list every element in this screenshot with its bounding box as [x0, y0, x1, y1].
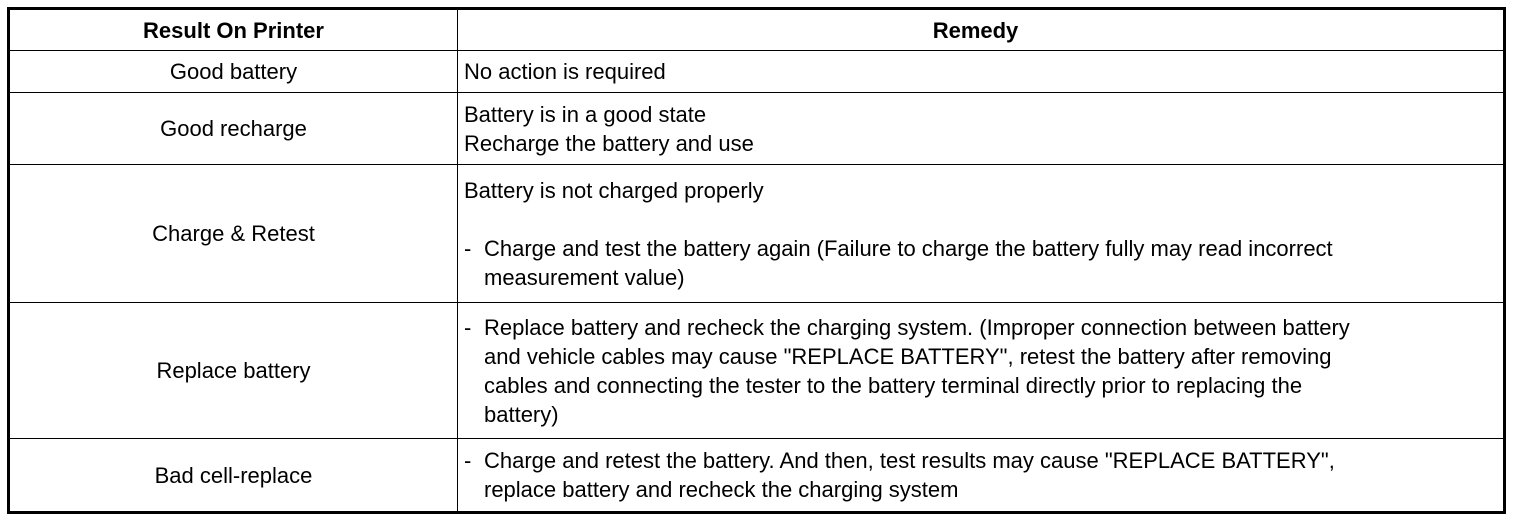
result-cell: Replace battery — [10, 303, 458, 438]
remedy-line: Replace battery and recheck the charging system. (Improper connection between battery — [484, 314, 1350, 340]
bullet-text — [484, 313, 1493, 429]
result-cell: Charge & Retest — [10, 165, 458, 302]
remedy-cell — [458, 165, 1503, 302]
table-header-row — [10, 10, 1503, 50]
result-cell: Good recharge — [10, 93, 458, 164]
bullet-text — [484, 446, 1493, 504]
table-row — [10, 50, 1503, 92]
remedy-cell — [458, 439, 1503, 511]
remedy-line: Battery is in a good state — [464, 101, 707, 127]
remedy-cell — [458, 51, 1503, 92]
remedy-bullet — [464, 313, 1493, 429]
dash-marker: - — [464, 235, 472, 261]
remedy-bullet — [464, 234, 1493, 292]
dash-marker: - — [464, 314, 472, 340]
remedy-line: and vehicle cables may cause "REPLACE BATTERY", retest the battery after removing — [484, 343, 1332, 369]
remedy-line: No action is required — [464, 59, 666, 84]
remedy-line: Charge and test the battery again (Failure to charge the battery fully may read incorrect — [484, 235, 1333, 261]
remedy-intro: Battery is not charged properly — [464, 177, 764, 203]
result-cell: Good battery — [10, 51, 458, 92]
remedy-line: replace battery and recheck the charging system — [484, 477, 959, 502]
dash-marker: - — [464, 448, 472, 473]
spacer — [464, 205, 1493, 234]
table-row — [10, 302, 1503, 438]
remedy-cell — [458, 93, 1503, 164]
header-remedy: Remedy — [932, 17, 1019, 43]
remedy-line: measurement value) — [484, 264, 685, 290]
remedy-cell — [458, 303, 1503, 438]
remedy-line: battery) — [484, 401, 559, 427]
remedy-line: Charge and retest the battery. And then, test results may cause "REPLACE BATTERY", — [484, 448, 1335, 473]
remedy-bullet — [464, 446, 1493, 504]
remedy-line: Recharge the battery and use — [464, 130, 754, 156]
bullet-text — [484, 234, 1493, 292]
table-row — [10, 438, 1503, 511]
table-row — [10, 164, 1503, 302]
table-row — [10, 92, 1503, 164]
remedy-line: cables and connecting the tester to the battery terminal directly prior to replacing the — [484, 372, 1303, 398]
header-result-on-printer: Result On Printer — [10, 10, 458, 50]
battery-result-table — [7, 7, 1506, 514]
result-cell: Bad cell-replace — [10, 439, 458, 511]
